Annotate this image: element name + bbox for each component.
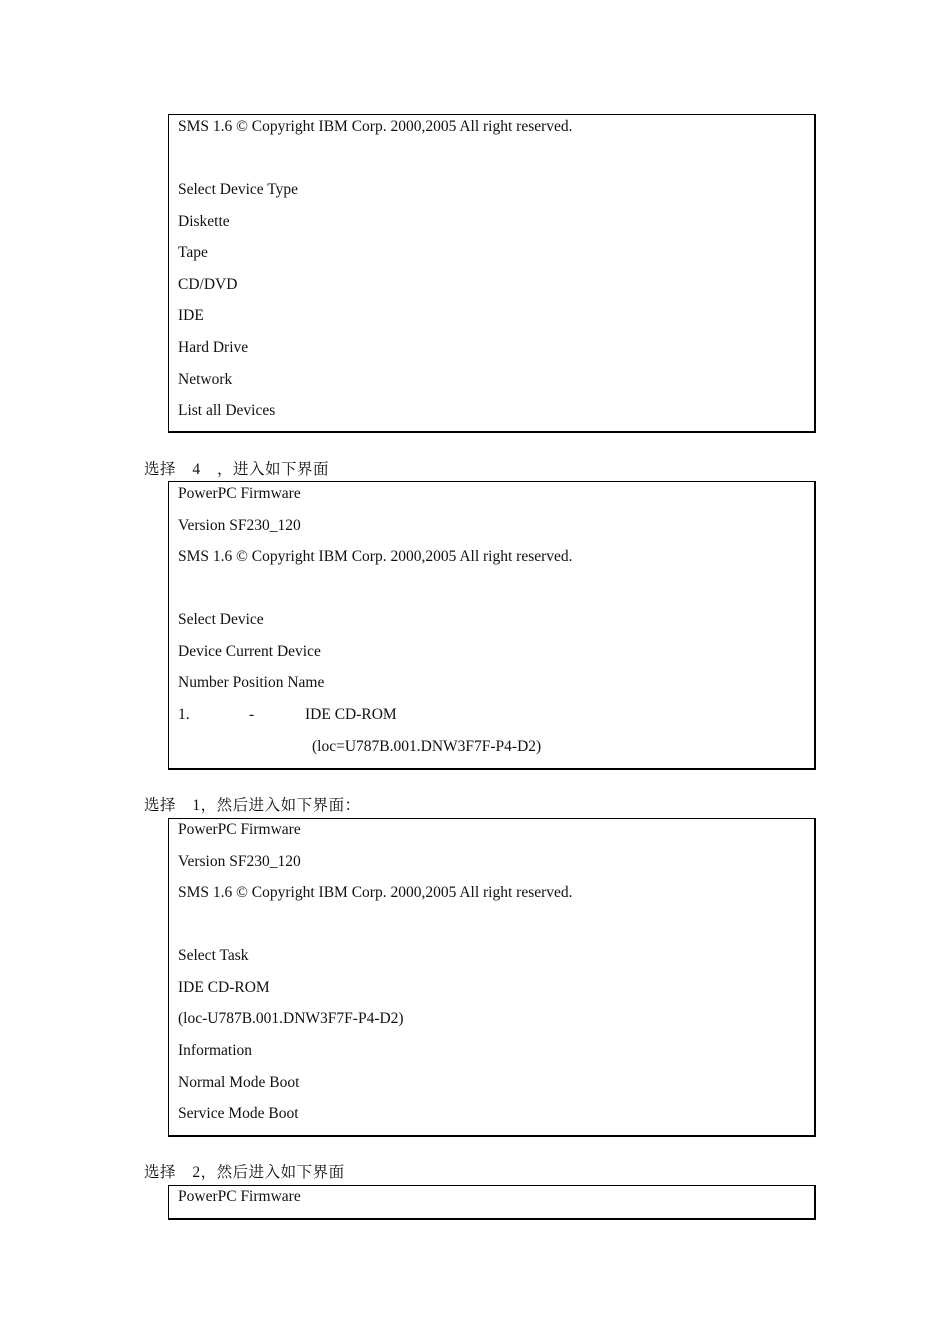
device-name: IDE CD-ROM <box>305 706 397 723</box>
caption-option-number: 4 <box>192 461 201 478</box>
firmware-title: PowerPC Firmware <box>178 485 301 502</box>
device-row[interactable] <box>178 706 798 724</box>
copyright-line: SMS 1.6 © Copyright IBM Corp. 2000,2005 All right reserved. <box>178 884 573 901</box>
menu-item-network[interactable]: Network <box>178 371 233 388</box>
copyright-line: SMS 1.6 © Copyright IBM Corp. 2000,2005 All right reserved. <box>178 118 573 135</box>
panel-heading: Select Device <box>178 611 264 628</box>
menu-item-diskette[interactable]: Diskette <box>178 213 230 230</box>
device-name: IDE CD-ROM <box>178 979 270 996</box>
sms-device-type-panel <box>168 114 816 433</box>
instruction-caption-2 <box>144 797 361 815</box>
caption-rest: ，进入如下界面 <box>217 461 330 478</box>
caption-select-word: 选择 <box>144 797 177 814</box>
caption-rest: 2，然后进入如下界面 <box>192 1164 345 1181</box>
menu-item-information[interactable]: Information <box>178 1042 253 1059</box>
menu-item-tape[interactable]: Tape <box>178 244 208 261</box>
caption-select-word: 选择 <box>144 461 177 478</box>
menu-item-cd-dvd[interactable]: CD/DVD <box>178 276 238 293</box>
sms-select-device-panel <box>168 481 816 770</box>
menu-item-service-mode-boot[interactable]: Service Mode Boot <box>178 1105 299 1122</box>
menu-item-list-all-devices[interactable]: List all Devices <box>178 402 276 419</box>
column-header-1: Device Current Device <box>178 643 321 660</box>
device-location: (loc=U787B.001.DNW3F7F-P4-D2) <box>312 738 542 755</box>
sms-firmware-panel <box>168 1185 816 1220</box>
column-header-2: Number Position Name <box>178 674 325 691</box>
firmware-version: Version SF230_120 <box>178 853 301 870</box>
caption-rest: 1，然后进入如下界面： <box>192 797 361 814</box>
menu-item-ide[interactable]: IDE <box>178 307 204 324</box>
instruction-caption-3 <box>144 1164 345 1182</box>
caption-select-word: 选择 <box>144 1164 177 1181</box>
panel-heading: Select Device Type <box>178 181 298 198</box>
panel-heading: Select Task <box>178 947 249 964</box>
copyright-line: SMS 1.6 © Copyright IBM Corp. 2000,2005 All right reserved. <box>178 548 573 565</box>
device-location: (loc-U787B.001.DNW3F7F-P4-D2) <box>178 1010 404 1027</box>
firmware-title: PowerPC Firmware <box>178 1188 301 1205</box>
firmware-version: Version SF230_120 <box>178 517 301 534</box>
instruction-caption-1 <box>144 461 329 479</box>
device-number: 1. <box>178 706 190 723</box>
firmware-title: PowerPC Firmware <box>178 821 301 838</box>
menu-item-normal-mode-boot[interactable]: Normal Mode Boot <box>178 1074 300 1091</box>
menu-item-hard-drive[interactable]: Hard Drive <box>178 339 249 356</box>
device-position: - <box>249 706 255 723</box>
sms-select-task-panel <box>168 818 816 1137</box>
